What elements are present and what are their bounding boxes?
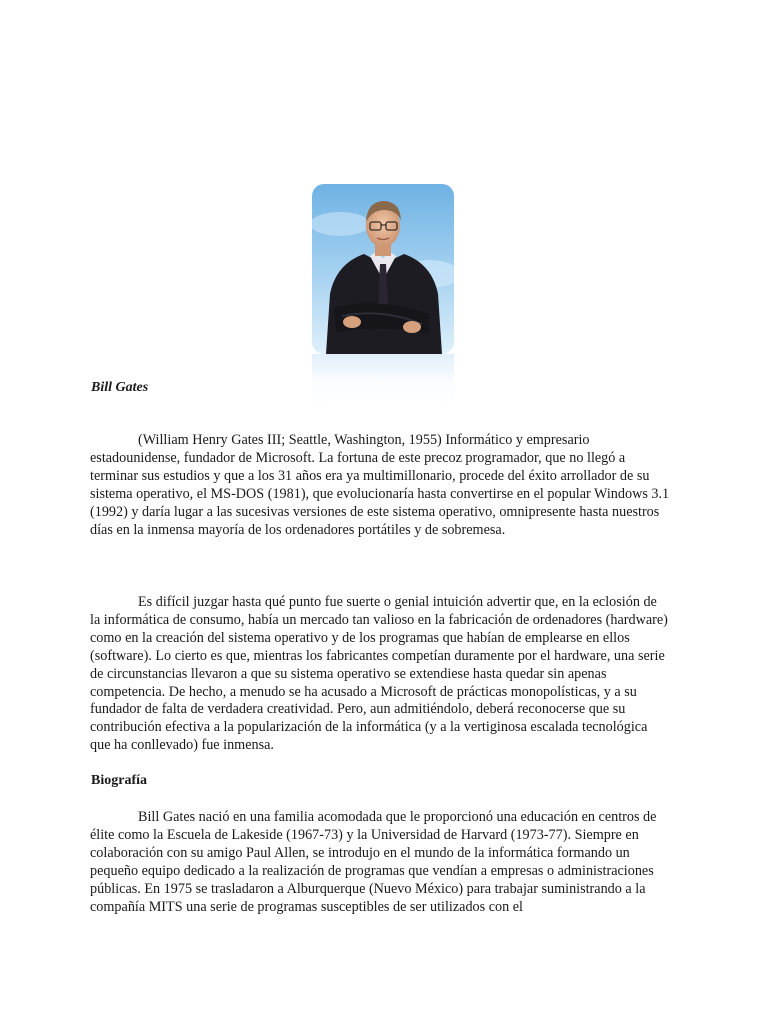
intro-paragraph: (William Henry Gates III; Seattle, Washington, 1955) Informático y empresario estadounidense, fundador de Microsoft. La fortuna de este precoz programador, que no llegó a terminar sus estudios y que a los 31 años era ya multimillonario, procede del éxito arrollador de su sistema operativo, el MS-DOS (1981), que evolucionaría hasta convertirse en el popular Windows 3.1 (1992) y daría lugar a las sucesivas versiones de este sistema operativo, omnipresente hasta nuestros días en la inmensa mayoría de los ordenadores portátiles y de sobremesa.	[90, 432, 670, 538]
portrait-image	[312, 184, 454, 354]
section-heading-biografia: Biografía	[91, 773, 147, 788]
portrait-reflection	[312, 354, 454, 402]
biografia-paragraph: Bill Gates nació en una familia acomodada que le proporcionó una educación en centros de élite como la Escuela de Lakeside (1967-73) y la Universidad de Harvard (1973-77). Siempre en colaboración con su amigo Paul Allen, se introdujo en el mundo de la informática formando un pequeño equipo dedicado a la realización de programas que vendían a empresas o administraciones públicas. En 1975 se trasladaron a Alburquerque (Nuevo México) para trabajar suministrando a la compañía MITS una serie de programas susceptibles de ser utilizados con el	[90, 809, 657, 915]
portrait-figure	[312, 184, 454, 402]
portrait-photo	[312, 184, 454, 354]
document-title: Bill Gates	[91, 380, 149, 395]
second-paragraph: Es difícil juzgar hasta qué punto fue suerte o genial intuición advertir que, en la eclosión de la informática de consumo, había un mercado tan valioso en la fabricación de ordenadores (hardware) como en la creación del sistema operativo y de los programas que habían de emplearse en ellos (software). Lo cierto es que, mientras los fabricantes competían duramente por el hardware, una serie de circunstancias llevaron a que su sistema operativo se extendiese hasta quedar sin apenas competencia. De hecho, a menudo se ha acusado a Microsoft de prácticas monopolísticas, y a su fundador de falta de verdadera creatividad. Pero, aun admitiéndolo, deberá reconocerse que su contribución efectiva a la popularización de la informática (y a la vertiginosa escalada tecnológica que ha conllevado) fue inmensa.	[90, 594, 668, 754]
